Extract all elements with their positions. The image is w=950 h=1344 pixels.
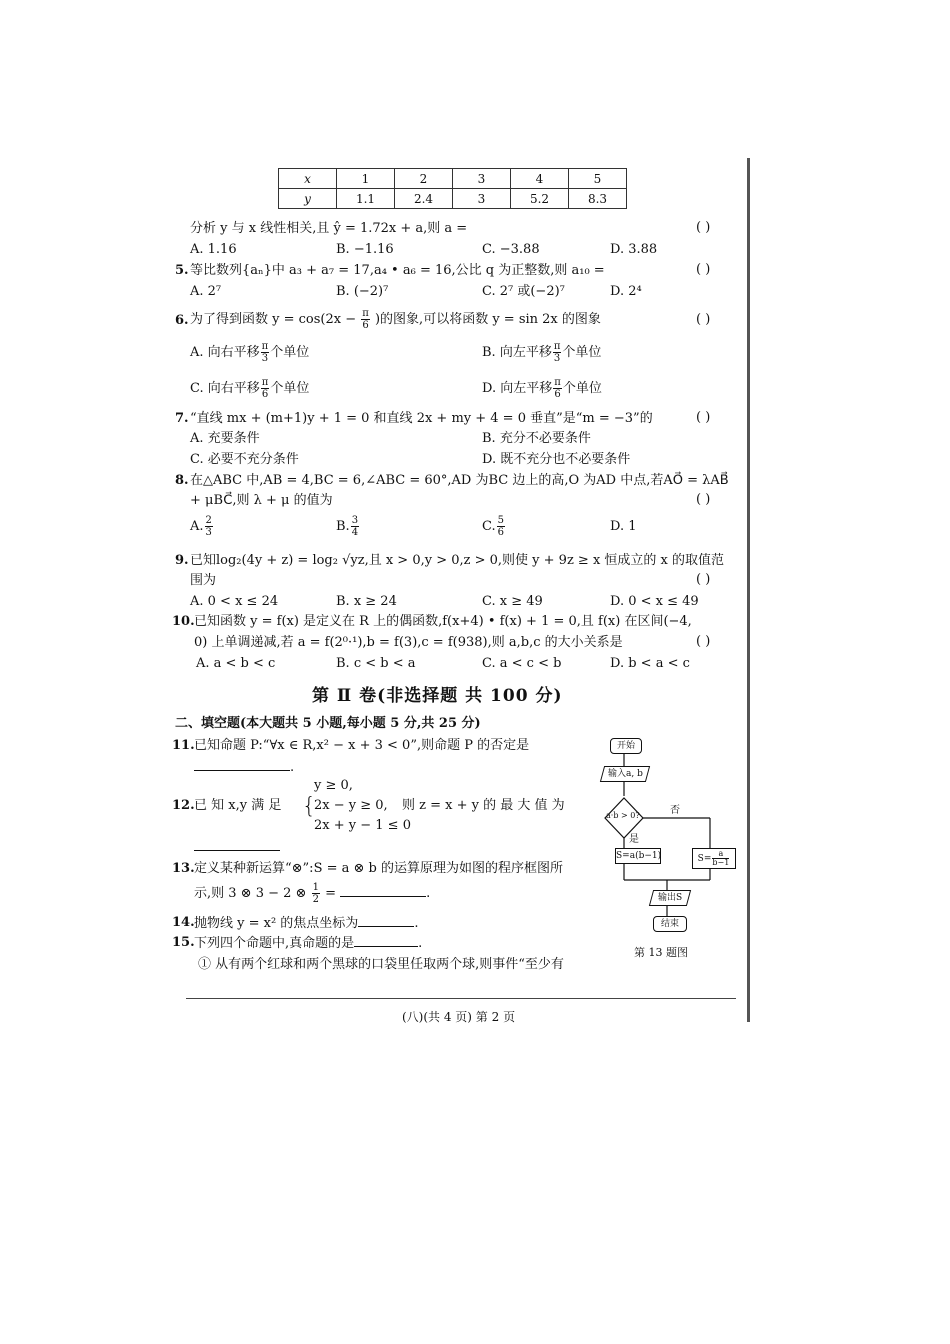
q8-answer-paren: ( ) — [696, 492, 711, 507]
q8-option-a — [190, 514, 214, 540]
q13-number: 13. — [172, 861, 195, 876]
q9-option-b: B. x ≥ 24 — [336, 594, 397, 609]
flowchart-start: 开始 — [610, 738, 642, 754]
flowchart-connectors — [590, 730, 750, 945]
q9-option-c: C. x ≥ 49 — [482, 594, 543, 609]
q6-option-b — [482, 340, 601, 366]
section-title: 第 Ⅱ 卷(非选择题 共 100 分) — [312, 686, 563, 706]
fraction-denominator: b−1 — [712, 858, 730, 867]
flowchart-output — [649, 890, 691, 906]
flowchart-input-label: 输入a, b — [607, 769, 643, 779]
q8-stem-line2: + μBC⃗,则 λ + μ 的值为 — [190, 493, 333, 508]
q9-stem-line1: 已知log₂(4y + z) = log₂ √yz,且 x > 0,y > 0,z > 0,则使 y + 9z ≥ x 恒成立的 x 的取值范 — [190, 553, 725, 568]
q11-stem: 已知命题 P:“∀x ∈ R,x² − x + 3 < 0”,则命题 P 的否定是 — [194, 738, 530, 753]
q7-option-c: C. 必要不充分条件 — [190, 452, 299, 467]
table-cell: 1.1 — [337, 189, 395, 209]
fraction-numerator: π — [261, 377, 269, 388]
fraction-denominator: 2 — [312, 894, 319, 905]
q13-stem-line2 — [194, 880, 430, 908]
blank-line — [194, 838, 280, 851]
q12-constraint: 2x − y ≥ 0, — [314, 798, 388, 813]
q12-system-brace: { — [302, 794, 316, 819]
fraction-denominator: 6 — [362, 320, 369, 331]
q7-option-b: B. 充分不必要条件 — [482, 431, 591, 446]
flowchart-process-yes: S=a(b−1) — [615, 848, 661, 864]
option-fraction — [261, 377, 270, 400]
option-text: C. 向右平移 — [190, 381, 260, 396]
q6-stem-part2: )的图象,可以将函数 y = sin 2x 的图象 — [374, 312, 601, 327]
q4-option-a: A. 1.16 — [190, 242, 237, 257]
q13-fraction — [312, 882, 320, 905]
q10-option-d: D. b < a < c — [610, 656, 690, 671]
q9-number: 9. — [175, 553, 189, 568]
flowchart-condition: a·b > 0? — [606, 811, 640, 820]
table-row — [279, 189, 627, 209]
table-cell: 5.2 — [511, 189, 569, 209]
fraction-denominator: 3 — [261, 353, 269, 364]
option-fraction — [497, 515, 505, 538]
q4-option-c: C. −3.88 — [482, 242, 540, 257]
table-cell: 4 — [511, 169, 569, 189]
flowchart-yes-label: 是 — [629, 834, 639, 845]
q10-answer-paren: ( ) — [696, 634, 711, 649]
table-cell: 3 — [453, 189, 511, 209]
data-table — [278, 168, 627, 209]
q5-stem: 等比数列{aₙ}中 a₃ + a₇ = 17,a₄ • a₆ = 16,公比 q 为正整数,则 a₁₀ = — [190, 263, 605, 278]
table-cell: 2.4 — [395, 189, 453, 209]
option-text: 个单位 — [562, 345, 602, 360]
q7-stem: “直线 mx + (m+1)y + 1 = 0 和直线 2x + my + 4 = 0 垂直”是“m = −3”的 — [190, 411, 653, 426]
option-fraction — [553, 341, 562, 364]
fraction-denominator: 3 — [553, 353, 561, 364]
q5-option-d: D. 2⁴ — [610, 284, 642, 299]
option-text: 个单位 — [270, 381, 310, 396]
option-fraction — [553, 377, 562, 400]
table-cell: 5 — [569, 169, 627, 189]
fraction-numerator: π — [261, 341, 269, 352]
option-fraction — [351, 515, 359, 538]
option-text: D. 向左平移 — [482, 381, 553, 396]
option-text: 个单位 — [270, 345, 310, 360]
q6-stem-part1: 为了得到函数 y = cos(2x − — [190, 312, 357, 327]
q15-end: . — [418, 936, 423, 951]
fraction-numerator: π — [554, 377, 561, 388]
blank-line — [358, 914, 414, 927]
q10-option-c: C. a < c < b — [482, 656, 562, 671]
q4-answer-paren: ( ) — [696, 220, 711, 235]
q13-stem-text: 示,则 3 ⊗ 3 − 2 ⊗ — [194, 886, 307, 901]
q10-option-a: A. a < b < c — [196, 656, 276, 671]
q6-answer-paren: ( ) — [696, 312, 711, 327]
fraction-numerator: π — [553, 341, 561, 352]
table-cell: 1 — [337, 169, 395, 189]
q7-option-d: D. 既不充分也不必要条件 — [482, 452, 631, 467]
fraction-denominator: 6 — [497, 527, 504, 538]
q8-stem-line1: 在△ABC 中,AB = 4,BC = 6,∠ABC = 60°,AD 为BC 边上的高,O 为AD 中点,若AO⃗ = λAB⃗ — [190, 473, 729, 488]
table-cell: 2 — [395, 169, 453, 189]
q14-end: . — [414, 916, 419, 931]
q8-option-c — [482, 514, 506, 540]
q7-number: 7. — [175, 411, 189, 426]
q7-option-a: A. 充要条件 — [190, 431, 260, 446]
q13-end: . — [426, 886, 431, 901]
q15-number: 15. — [172, 935, 195, 950]
blank-line — [340, 884, 426, 897]
q6-number: 6. — [175, 313, 189, 328]
q14-number: 14. — [172, 915, 195, 930]
option-fraction — [261, 341, 270, 364]
blank-line — [354, 934, 418, 947]
fraction-numerator: 5 — [497, 515, 504, 526]
q4-option-d: D. 3.88 — [610, 242, 658, 257]
q13-equals: = — [325, 886, 336, 901]
q9-answer-paren: ( ) — [696, 572, 711, 587]
option-fraction — [205, 515, 213, 538]
q5-option-c: C. 2⁷ 或(−2)⁷ — [482, 284, 565, 299]
flowchart-no-label: 否 — [670, 805, 680, 816]
q6-stem-fraction — [361, 308, 370, 331]
q4-option-b: B. −1.16 — [336, 242, 394, 257]
q10-stem-line2: 0) 上单调递减,若 a = f(2⁰·¹),b = f(3),c = f(938),则 a,b,c 的大小关系是 — [194, 635, 623, 650]
option-text: A. — [190, 519, 204, 534]
q8-option-d: D. 1 — [610, 519, 637, 534]
q15-item-1: ① 从有两个红球和两个黑球的口袋里任取两个球,则事件“至少有 — [198, 957, 564, 972]
fraction-numerator: 3 — [351, 515, 359, 526]
option-text: B. 向左平移 — [482, 345, 552, 360]
q9-stem-line2: 围为 — [190, 573, 217, 588]
q13-stem-line1: 定义某种新运算“⊗”:S = a ⊗ b 的运算原理为如图的程序框图所 — [194, 861, 563, 876]
q10-stem-line1: 已知函数 y = f(x) 是定义在 R 上的偶函数,f(x+4) • f(x) + 1 = 0,且 f(x) 在区间(−4, — [194, 614, 692, 629]
q14-stem — [194, 914, 418, 932]
q12-stem-part1: 已 知 x,y 满 足 — [194, 798, 282, 813]
q6-option-d — [482, 376, 602, 402]
option-text: C. — [482, 519, 496, 534]
q12-system — [314, 776, 411, 836]
footer-divider — [186, 998, 736, 999]
q8-number: 8. — [175, 473, 189, 488]
table-row — [279, 169, 627, 189]
q9-option-a: A. 0 < x ≤ 24 — [190, 594, 279, 609]
q10-option-b: B. c < b < a — [336, 656, 416, 671]
q12-constraint: y ≥ 0, — [314, 778, 353, 793]
fraction-numerator: π — [362, 308, 369, 319]
q12-stem-part2: 则 z = x + y 的 最 大 值 为 — [402, 798, 565, 813]
q5-option-b: B. (−2)⁷ — [336, 284, 389, 299]
page-footer: (八)(共 4 页) 第 2 页 — [402, 1010, 516, 1024]
q15-stem — [194, 934, 422, 952]
fraction-numerator: a — [712, 850, 729, 859]
process-fraction — [712, 850, 729, 867]
q10-number: 10. — [172, 614, 195, 629]
q6-option-a — [190, 340, 309, 366]
q9-option-d: D. 0 < x ≤ 49 — [610, 594, 699, 609]
option-text: B. — [336, 519, 350, 534]
process-text: S= — [697, 854, 712, 864]
q12-constraint: 2x + y − 1 ≤ 0 — [314, 818, 411, 833]
flowchart-output-label: 输出S — [657, 893, 683, 903]
table-cell: 3 — [453, 169, 511, 189]
flowchart-input — [600, 766, 650, 782]
q4-stem: 分析 y 与 x 线性相关,且 ŷ = 1.72x + a,则 a = — [190, 221, 468, 236]
fill-in-header: 二、填空题(本大题共 5 小题,每小题 5 分,共 25 分) — [175, 716, 481, 731]
blank-line — [194, 758, 290, 771]
q6-stem — [190, 306, 601, 334]
flowchart-end: 结束 — [653, 916, 687, 932]
fraction-denominator: 6 — [261, 389, 269, 400]
q5-number: 5. — [175, 263, 189, 278]
q5-option-a: A. 2⁷ — [190, 284, 222, 299]
q12-number: 12. — [172, 798, 195, 813]
table-header-y: y — [279, 189, 337, 209]
q11-end: . — [290, 760, 295, 775]
figure-caption: 第 13 题图 — [634, 946, 688, 959]
q8-option-b — [336, 514, 360, 540]
fraction-denominator: 3 — [205, 527, 212, 538]
fraction-denominator: 4 — [351, 527, 359, 538]
q11-answer-blank — [194, 758, 294, 776]
fraction-numerator: 1 — [312, 882, 319, 893]
q12-answer-blank — [194, 838, 280, 856]
q15-stem-text: 下列四个命题中,真命题的是 — [194, 936, 355, 951]
q6-option-c — [190, 376, 309, 402]
q11-number: 11. — [172, 738, 195, 753]
flowchart-process-no — [692, 848, 736, 869]
q7-answer-paren: ( ) — [696, 410, 711, 425]
fraction-numerator: 2 — [205, 515, 212, 526]
q5-answer-paren: ( ) — [696, 262, 711, 277]
table-cell: 8.3 — [569, 189, 627, 209]
q14-stem-text: 抛物线 y = x² 的焦点坐标为 — [194, 916, 359, 931]
option-text: A. 向右平移 — [190, 345, 260, 360]
option-text: 个单位 — [562, 381, 602, 396]
table-header-x: x — [279, 169, 337, 189]
fraction-denominator: 6 — [554, 389, 561, 400]
